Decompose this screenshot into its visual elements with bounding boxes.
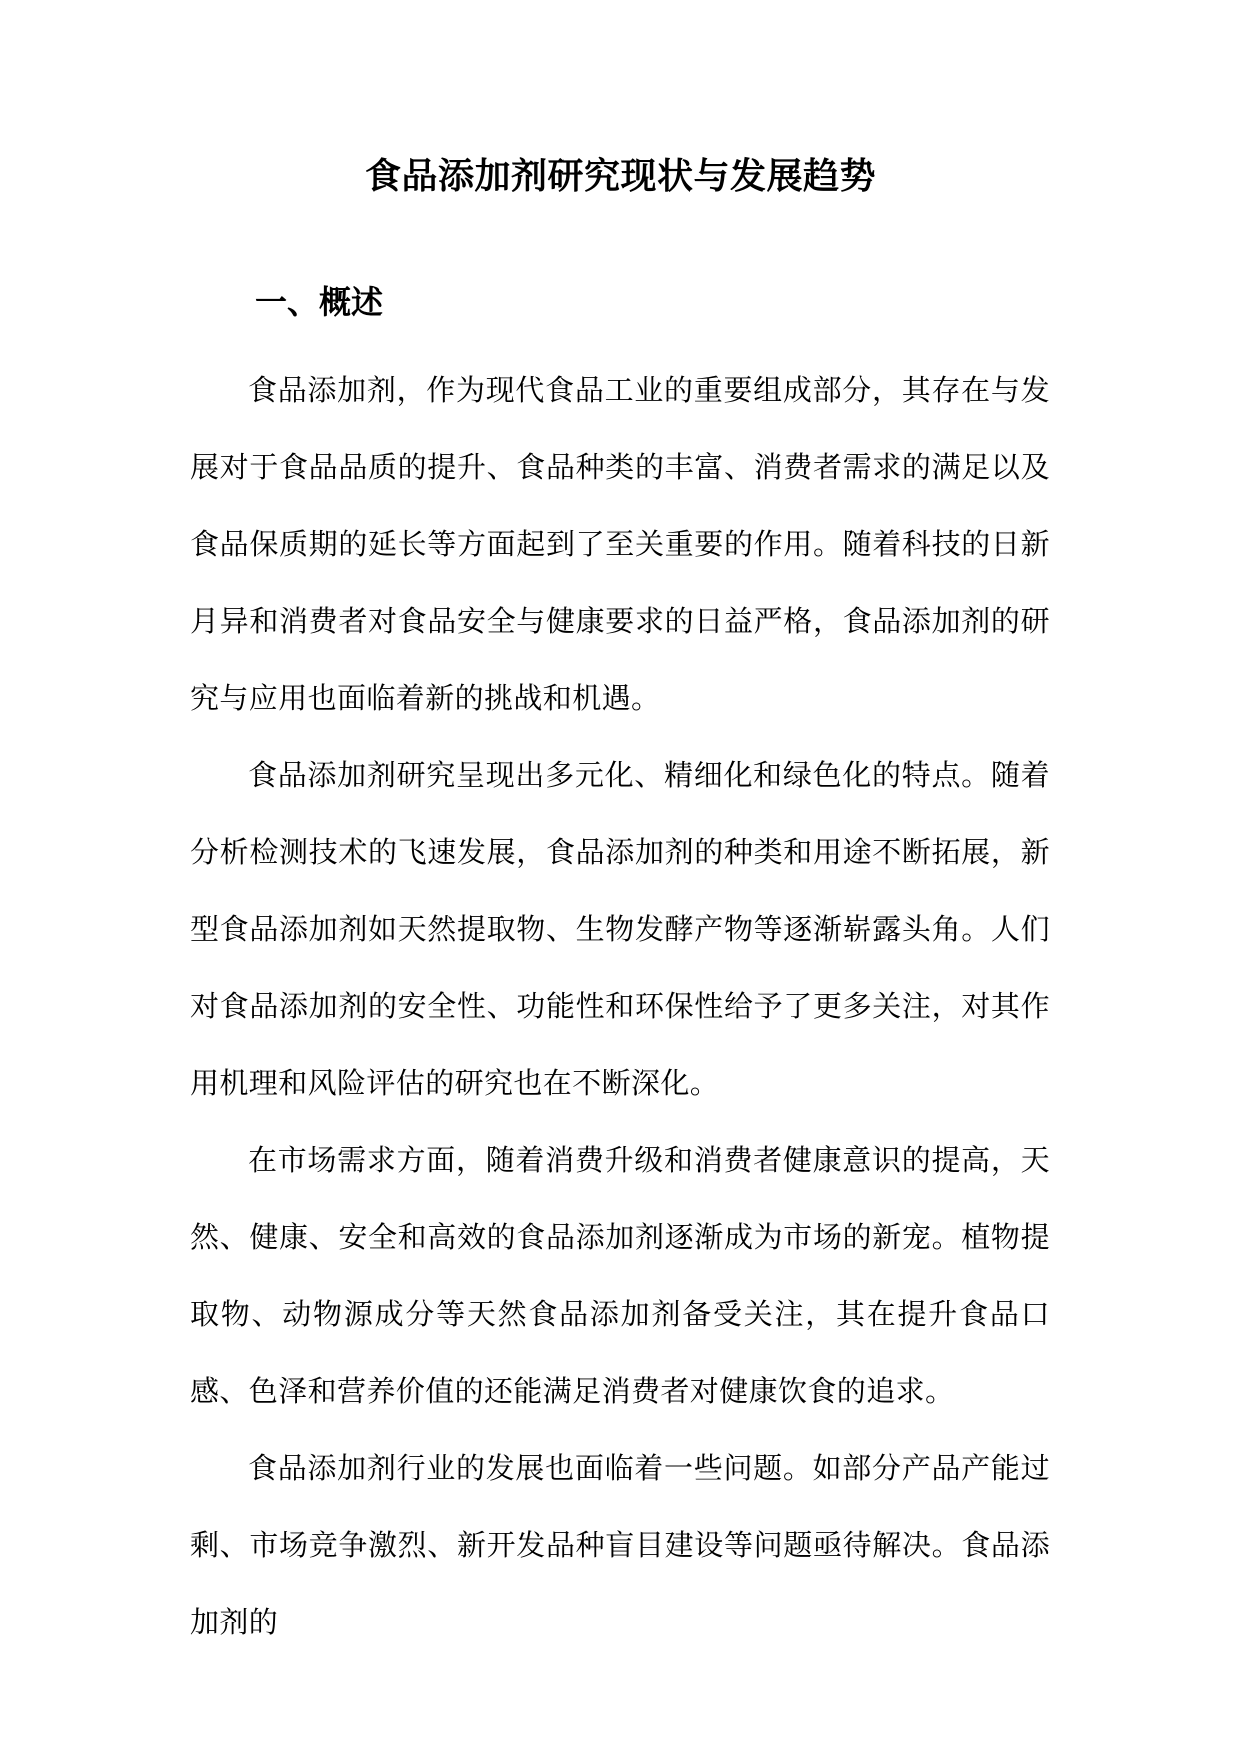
paragraph: 食品添加剂行业的发展也面临着一些问题。如部分产品产能过剩、市场竞争激烈、新开发品种盲目建设等问题亟待解决。食品添加剂的 (190, 1451, 1050, 1639)
paragraph: 食品添加剂，作为现代食品工业的重要组成部分，其存在与发展对于食品品质的提升、食品种类的丰富、消费者需求的满足以及食品保质期的延长等方面起到了至关重要的作用。随着科技的日新月异和消费者对食品安全与健康要求的日益严格，食品添加剂的研究与应用也面临着新的挑战和机遇。 (190, 373, 1050, 715)
section-body (190, 352, 1050, 1661)
paragraph: 在市场需求方面，随着消费升级和消费者健康意识的提高，天然、健康、安全和高效的食品添加剂逐渐成为市场的新宠。植物提取物、动物源成分等天然食品添加剂备受关注，其在提升食品口感、色泽和营养价值的还能满足消费者对健康饮食的追求。 (190, 1143, 1050, 1408)
paragraph: 食品添加剂研究呈现出多元化、精细化和绿色化的特点。随着分析检测技术的飞速发展，食品添加剂的种类和用途不断拓展，新型食品添加剂如天然提取物、生物发酵产物等逐渐崭露头角。人们对食品添加剂的安全性、功能性和环保性给予了更多关注，对其作用机理和风险评估的研究也在不断深化。 (190, 758, 1050, 1100)
section-heading-overview: 一、概述 (255, 283, 384, 321)
document-title: 食品添加剂研究现状与发展趋势 (364, 155, 876, 197)
